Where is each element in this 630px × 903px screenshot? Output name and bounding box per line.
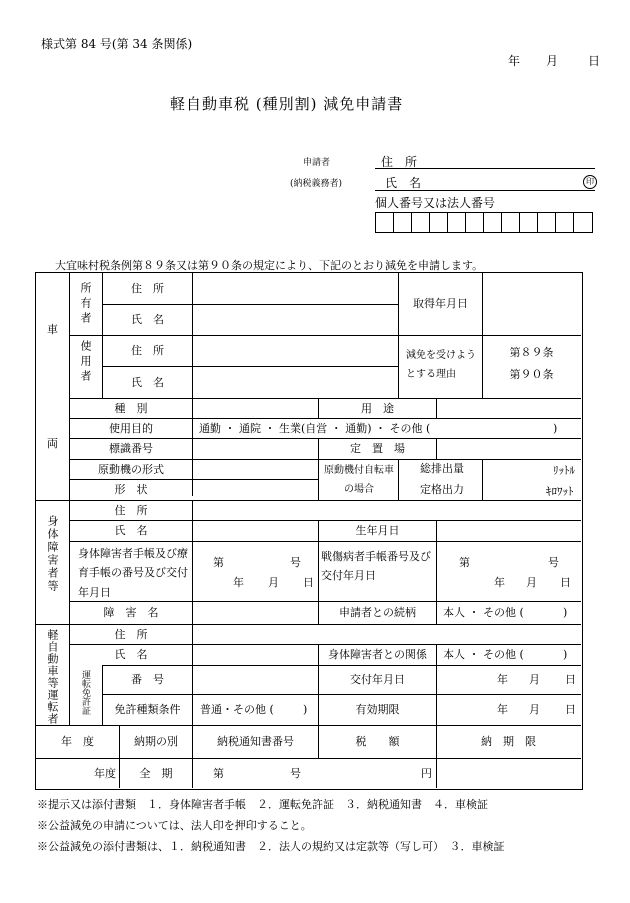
- driver-section-label: 軽自動車等運転者: [46, 629, 59, 725]
- relation-disabled-close: ): [563, 648, 568, 662]
- type-label: 種 別: [114, 401, 148, 415]
- license-options[interactable]: 普通・その他 (: [200, 703, 274, 717]
- disabled-cert-go: 号: [290, 556, 301, 569]
- vehicle-section-label: [36, 273, 69, 500]
- tax-amount-label: 税 額: [355, 735, 400, 749]
- full-term: 全 期: [139, 766, 173, 780]
- license-conditions-label: 免許種類条件: [114, 703, 181, 717]
- purpose-label: 使用目的: [109, 421, 153, 435]
- page-title: 軽自動車税 (種別割) 減免申請書: [170, 95, 404, 113]
- owner-label: 所有者: [79, 282, 92, 327]
- notice-dai: 第: [213, 766, 224, 780]
- applicant-label: 申請者: [303, 158, 331, 168]
- applicant-name-label: 氏 名: [385, 176, 422, 190]
- date-year: 年: [508, 54, 521, 68]
- date-month: 月: [546, 54, 559, 68]
- user-label: 使用者: [79, 340, 92, 385]
- engine-type-field[interactable]: [193, 460, 318, 479]
- relation-applicant-label: 申請者との続柄: [339, 606, 416, 620]
- plate-field[interactable]: [193, 439, 318, 459]
- issue-date-tsuki: 月: [529, 673, 540, 686]
- license-label: 運転免許証: [80, 670, 90, 715]
- war-cert-go: 号: [548, 556, 559, 569]
- kilowatt-unit: ｷﾛﾜｯﾄ: [546, 485, 574, 498]
- motorbike-label: 原動機付自転車の場合: [324, 465, 394, 495]
- payment-period-label: 納期の別: [134, 735, 178, 749]
- date-day: 日: [588, 54, 601, 68]
- note-3: ※公益減免の添付書類は、１．納税通知書 ２．法人の規約又は定款等（写し可） ３．車検証: [37, 840, 505, 853]
- license-number-label: 番 号: [131, 673, 164, 687]
- disability-name-label: 障 害 名: [103, 606, 159, 620]
- vehicle-label-top: 車: [47, 323, 58, 337]
- note-2: ※公益減免の申請については、法人印を押印すること。: [37, 819, 312, 832]
- acquired-date-field[interactable]: [483, 273, 580, 335]
- seal-icon: 印: [583, 175, 597, 189]
- birth-date-field[interactable]: [437, 521, 580, 541]
- vehicle-label-bottom: 両: [47, 436, 58, 450]
- intro-text: 大宜味村税条例第８９条又は第９０条の規定により、下記のとおり減免を申請します。: [55, 259, 484, 272]
- owner-address-field[interactable]: [193, 273, 398, 304]
- notice-number-label: 納税通知書番号: [217, 735, 294, 749]
- usage-field[interactable]: [437, 399, 580, 418]
- plate-label: 標識番号: [109, 442, 153, 456]
- owner-name-label: 氏 名: [131, 313, 164, 327]
- deadline-field[interactable]: [437, 759, 580, 788]
- disabled-cert-tsuki: 月: [268, 576, 279, 589]
- disabled-cert-label: 身体障害者手帳及び療育手帳の番号及び交付年月日: [78, 547, 188, 599]
- driver-name-label: 氏 名: [114, 648, 148, 662]
- disabled-section-label: 身体障害者等: [46, 515, 59, 593]
- disabled-address-field[interactable]: [193, 501, 580, 520]
- relation-disabled-options[interactable]: 本人 ・ その他 (: [443, 648, 524, 662]
- rated-output-label: 定格出力: [420, 483, 464, 496]
- deadline-label: 納 期 限: [481, 735, 536, 749]
- shape-label: 形 状: [114, 483, 148, 497]
- driver-name-field[interactable]: [193, 645, 318, 665]
- liter-unit: ﾘｯﾄﾙ: [553, 464, 575, 477]
- relation-disabled-label: 身体障害者との関係: [328, 648, 427, 662]
- relation-applicant-close: ): [563, 606, 568, 620]
- disabled-cert-dai: 第: [213, 556, 224, 569]
- issue-date-label: 交付年月日: [350, 673, 405, 687]
- war-cert-dai: 第: [459, 556, 470, 569]
- shape-field[interactable]: [193, 480, 318, 500]
- valid-until-nen: 年: [497, 703, 508, 716]
- applicant-id-label: 個人番号又は法人番号: [375, 196, 496, 210]
- user-name-label: 氏 名: [131, 375, 164, 389]
- article-90[interactable]: 第９０条: [509, 368, 554, 381]
- reason-label: 減免を受けようとする理由: [406, 350, 476, 380]
- year-suffix: 年度: [94, 766, 116, 780]
- notice-go: 号: [290, 766, 301, 780]
- yen-unit: 円: [421, 766, 432, 780]
- birth-date-label: 生年月日: [355, 524, 400, 538]
- applicant-address-line[interactable]: [375, 168, 595, 169]
- owner-name-field[interactable]: [193, 305, 398, 335]
- valid-until-hi: 日: [565, 703, 576, 716]
- issue-date-hi: 日: [565, 673, 576, 686]
- driver-address-label: 住 所: [114, 627, 148, 641]
- fiscal-year-label: 年 度: [61, 735, 94, 749]
- storage-field[interactable]: [437, 439, 580, 459]
- disabled-address-label: 住 所: [114, 503, 148, 517]
- owner-address-label: 住 所: [131, 281, 164, 295]
- displacement-label: 総排出量: [420, 462, 464, 475]
- driver-address-field[interactable]: [193, 625, 580, 644]
- valid-until-label: 有効期限: [355, 703, 400, 717]
- valid-until-tsuki: 月: [529, 703, 540, 716]
- purpose-options[interactable]: 通勤 ・ 通院 ・ 生業(自営 ・ 通勤) ・ その他 (: [199, 421, 431, 435]
- article-89[interactable]: 第８９条: [509, 346, 554, 359]
- user-address-field[interactable]: [193, 336, 398, 366]
- applicant-sub-label: (納税義務者): [290, 179, 343, 189]
- user-name-field[interactable]: [193, 367, 398, 398]
- issue-date-nen: 年: [497, 673, 508, 686]
- applicant-name-line[interactable]: [375, 190, 595, 191]
- usage-label: 用 途: [361, 401, 394, 415]
- disabled-name-label: 氏 名: [114, 524, 148, 538]
- id-number-boxes[interactable]: [375, 212, 593, 233]
- disabled-cert-hi: 日: [303, 576, 314, 589]
- form-number: 様式第 84 号(第 34 条関係): [41, 37, 193, 51]
- disabled-name-field[interactable]: [193, 521, 318, 541]
- war-cert-hi: 日: [560, 576, 571, 589]
- war-cert-tsuki: 月: [526, 576, 537, 589]
- engine-type-label: 原動機の形式: [98, 462, 164, 476]
- war-cert-label: 戦傷病者手帳番号及び交付年月日: [321, 550, 431, 583]
- note-1: ※提示又は添付書類 １．身体障害者手帳 ２．運転免許証 ３．納税通知書 ４．車検証: [37, 798, 488, 811]
- type-field[interactable]: [193, 399, 318, 418]
- disability-name-field[interactable]: [193, 602, 318, 624]
- acquired-date-label: 取得年月日: [413, 297, 468, 311]
- disabled-cert-nen: 年: [233, 576, 244, 589]
- war-cert-nen: 年: [494, 576, 505, 589]
- user-address-label: 住 所: [131, 344, 164, 358]
- relation-applicant-options[interactable]: 本人 ・ その他 (: [443, 606, 524, 620]
- storage-label: 定 置 場: [350, 442, 405, 456]
- license-options-close: ): [303, 703, 308, 717]
- license-number-field[interactable]: [193, 666, 318, 694]
- purpose-close-paren: ): [553, 421, 558, 435]
- applicant-address-label: 住 所: [381, 155, 418, 169]
